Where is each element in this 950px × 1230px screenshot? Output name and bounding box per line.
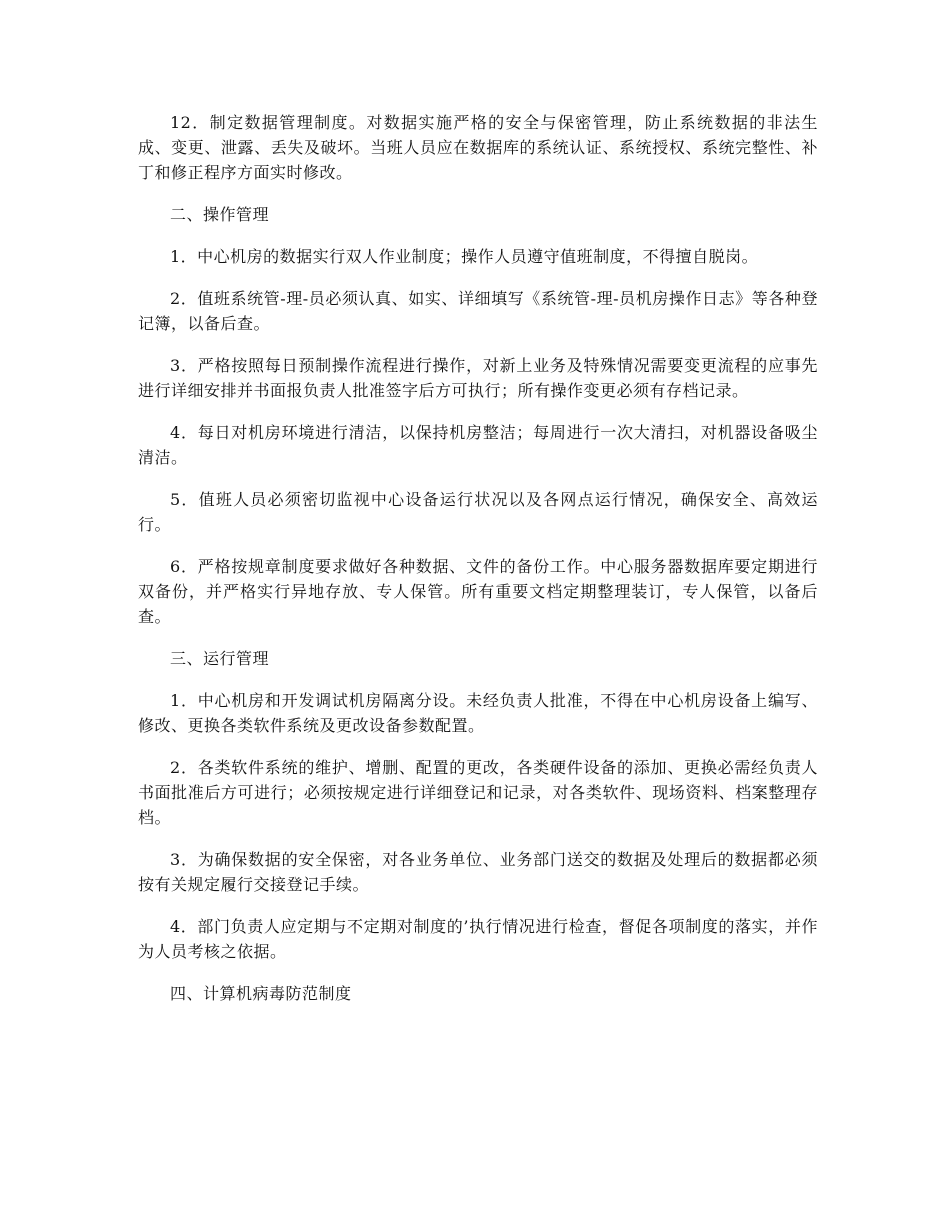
- paragraph-data-management: 12．制定数据管理制度。对数据实施严格的安全与保密管理，防止系统数据的非法生成、变更、泄露、丢失及破坏。当班人员应在数据库的系统认证、系统授权、系统完整性、补丁和修正程序方面实时修改。: [138, 113, 818, 182]
- section-heading-operation: 二、操作管理: [170, 205, 270, 224]
- section-heading-virus-prevention: 四、计算机病毒防范制度: [170, 984, 352, 1003]
- paragraph-running-1: 1．中心机房和开发调试机房隔离分设。未经负责人批准，不得在中心机房设备上编写、修改、更换各类软件系统及更改设备参数配置。: [138, 691, 818, 735]
- paragraph-operation-2: 2．值班系统管-理-员必须认真、如实、详细填写《系统管-理-员机房操作日志》等各种登记簿，以备后查。: [138, 289, 818, 333]
- paragraph-running-2: 2．各类软件系统的维护、增删、配置的更改，各类硬件设备的添加、更换必需经负责人书面批准后方可进行；必须按规定进行详细登记和记录，对各类软件、现场资料、档案整理存档。: [138, 758, 818, 827]
- section-heading-running: 三、运行管理: [170, 649, 270, 668]
- paragraph-running-4: 4．部门负责人应定期与不定期对制度的’执行情况进行检查，督促各项制度的落实，并作为人员考核之依据。: [138, 917, 818, 961]
- paragraph-operation-1: 1．中心机房的数据实行双人作业制度；操作人员遵守值班制度，不得擅自脱岗。: [170, 247, 759, 266]
- paragraph-operation-4: 4．每日对机房环境进行清洁，以保持机房整洁；每周进行一次大清扫，对机器设备吸尘清洁。: [138, 423, 818, 467]
- paragraph-operation-5: 5．值班人员必须密切监视中心设备运行状况以及各网点运行情况，确保安全、高效运行。: [138, 490, 818, 534]
- paragraph-operation-6: 6．严格按规章制度要求做好各种数据、文件的备份工作。中心服务器数据库要定期进行双备份，并严格实行异地存放、专人保管。所有重要文档定期整理装订，专人保管，以备后查。: [138, 557, 818, 626]
- document-body: [138, 110, 818, 1023]
- paragraph-operation-3: 3．严格按照每日预制操作流程进行操作，对新上业务及特殊情况需要变更流程的应事先进行详细安排并书面报负责人批准签字后方可执行；所有操作变更必须有存档记录。: [138, 356, 818, 400]
- paragraph-running-3: 3．为确保数据的安全保密，对各业务单位、业务部门送交的数据及处理后的数据都必须按有关规定履行交接登记手续。: [138, 850, 818, 894]
